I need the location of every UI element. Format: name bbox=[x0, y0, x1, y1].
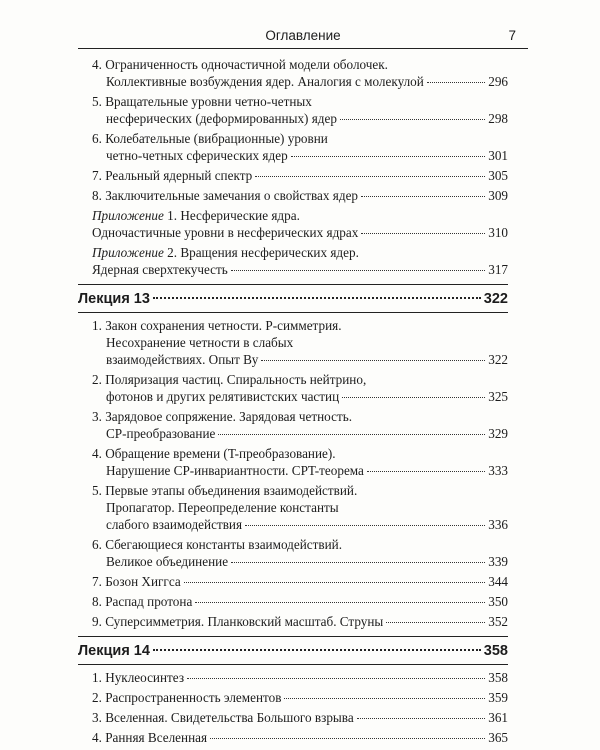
page-ref: 298 bbox=[488, 111, 508, 126]
toc-entry[interactable] bbox=[78, 536, 508, 570]
section-divider bbox=[78, 636, 508, 637]
entry-title-line: 4. Ранняя Вселенная bbox=[92, 730, 208, 745]
page-ref: 296 bbox=[488, 74, 508, 89]
appendix-subtitle: Ядерная сверхтекучесть bbox=[92, 262, 228, 277]
page-ref: 329 bbox=[488, 426, 508, 441]
toc-entry[interactable] bbox=[78, 130, 508, 164]
lecture-title: Лекция 13 bbox=[78, 291, 150, 307]
toc-entry[interactable] bbox=[78, 689, 508, 706]
entry-title-line: несферических (деформированных) ядер bbox=[106, 111, 337, 126]
toc-group-2 bbox=[78, 317, 508, 630]
page-number: 7 bbox=[508, 28, 516, 43]
page-ref: 352 bbox=[488, 614, 508, 629]
page-header bbox=[78, 22, 528, 49]
entry-title-line: CP-преобразование bbox=[106, 426, 216, 441]
entry-title-line: 4. Обращение времени (T-преобразование). bbox=[92, 446, 336, 461]
toc-group-3 bbox=[78, 669, 508, 746]
toc-entry[interactable] bbox=[78, 482, 508, 533]
toc-entry[interactable] bbox=[78, 445, 508, 479]
toc-entry[interactable] bbox=[78, 669, 508, 686]
toc-entry[interactable] bbox=[78, 593, 508, 610]
toc-entry-appendix-2[interactable] bbox=[78, 244, 508, 278]
page-ref: 361 bbox=[488, 710, 508, 725]
toc-entry[interactable] bbox=[78, 167, 508, 184]
page-ref: 358 bbox=[488, 670, 508, 685]
page-ref: 333 bbox=[488, 463, 508, 478]
toc-entry[interactable] bbox=[78, 187, 508, 204]
appendix-subtitle: Одночастичные уровни в несферических ядрах bbox=[92, 225, 359, 240]
entry-title-line: 6. Колебательные (вибрационные) уровни bbox=[92, 131, 328, 146]
toc-group-1 bbox=[78, 56, 508, 204]
table-of-contents bbox=[78, 56, 508, 746]
page-ref: 336 bbox=[488, 517, 508, 532]
appendix-label: Приложение bbox=[92, 208, 164, 223]
entry-title-line: 3. Зарядовое сопряжение. Зарядовая четность. bbox=[92, 409, 353, 424]
entry-title-line: 6. Сбегающиеся константы взаимодействий. bbox=[92, 537, 343, 552]
running-title: Оглавление bbox=[265, 28, 341, 43]
entry-title-line: Великое объединение bbox=[106, 554, 229, 569]
entry-title-line: 8. Заключительные замечания о свойствах ядер bbox=[92, 188, 359, 203]
page-ref: 322 bbox=[488, 352, 508, 367]
toc-entry[interactable] bbox=[78, 371, 508, 405]
appendix-label: Приложение bbox=[92, 245, 164, 260]
page-ref: 359 bbox=[488, 690, 508, 705]
entry-title-line: четно-четных сферических ядер bbox=[106, 148, 288, 163]
entry-title-line: Нарушение CP-инвариантности. CPT-теорема bbox=[106, 463, 364, 478]
entry-title-line: взаимодействиях. Опыт Ву bbox=[106, 352, 259, 367]
entry-title-line: Коллективные возбуждения ядер. Аналогия с молекулой bbox=[106, 74, 424, 89]
entry-title-line: 5. Вращательные уровни четно-четных bbox=[92, 94, 312, 109]
entry-title-line: 7. Бозон Хиггса bbox=[92, 574, 181, 589]
toc-entry[interactable] bbox=[78, 56, 508, 90]
entry-title-line: 8. Распад протона bbox=[92, 594, 193, 609]
entry-title-line: 1. Закон сохранения четности. P-симметрия. bbox=[92, 318, 342, 333]
page-ref: 301 bbox=[488, 148, 508, 163]
page-ref: 325 bbox=[488, 389, 508, 404]
entry-title-line: 9. Суперсимметрия. Планковский масштаб. Струны bbox=[92, 614, 384, 629]
appendix-title: 1. Несферические ядра. bbox=[163, 208, 300, 223]
page-ref: 309 bbox=[488, 188, 508, 203]
page-ref: 310 bbox=[488, 225, 508, 240]
toc-entry[interactable] bbox=[78, 317, 508, 368]
entry-title-line: 3. Вселенная. Свидетельства Большого взрыва bbox=[92, 710, 354, 725]
lecture-13-heading[interactable] bbox=[78, 289, 508, 309]
entry-title-line: 2. Распространенность элементов bbox=[92, 690, 282, 705]
entry-title-line: 7. Реальный ядерный спектр bbox=[92, 168, 253, 183]
entry-title-line: 5. Первые этапы объединения взаимодействий. bbox=[92, 483, 358, 498]
toc-entry-appendix-1[interactable] bbox=[78, 207, 508, 241]
lecture-14-heading[interactable] bbox=[78, 641, 508, 661]
section-divider bbox=[78, 312, 508, 313]
toc-entry[interactable] bbox=[78, 729, 508, 746]
section-divider bbox=[78, 664, 508, 665]
toc-entry[interactable] bbox=[78, 709, 508, 726]
toc-entry[interactable] bbox=[78, 573, 508, 590]
page-ref: 365 bbox=[488, 730, 508, 745]
appendix-title: 2. Вращения несферических ядер. bbox=[163, 245, 359, 260]
entry-title-line: слабого взаимодействия bbox=[106, 517, 243, 532]
lecture-title: Лекция 14 bbox=[78, 643, 150, 659]
section-divider bbox=[78, 284, 508, 285]
page-ref: 322 bbox=[483, 291, 508, 307]
entry-title-line: Пропагатор. Переопределение константы bbox=[106, 500, 339, 515]
page-ref: 350 bbox=[488, 594, 508, 609]
page-ref: 305 bbox=[488, 168, 508, 183]
toc-entry[interactable] bbox=[78, 613, 508, 630]
entry-title-line: Несохранение четности в слабых bbox=[106, 335, 294, 350]
page-ref: 317 bbox=[488, 262, 508, 277]
page-ref: 339 bbox=[488, 554, 508, 569]
entry-title-line: фотонов и других релятивистских частиц bbox=[106, 389, 340, 404]
toc-entry[interactable] bbox=[78, 408, 508, 442]
page-ref: 358 bbox=[483, 643, 508, 659]
entry-title-line: 4. Ограниченность одночастичной модели оболочек. bbox=[92, 57, 388, 72]
toc-entry[interactable] bbox=[78, 93, 508, 127]
entry-title-line: 2. Поляризация частиц. Спиральность нейтрино, bbox=[92, 372, 367, 387]
page-ref: 344 bbox=[488, 574, 508, 589]
entry-title-line: 1. Нуклеосинтез bbox=[92, 670, 185, 685]
